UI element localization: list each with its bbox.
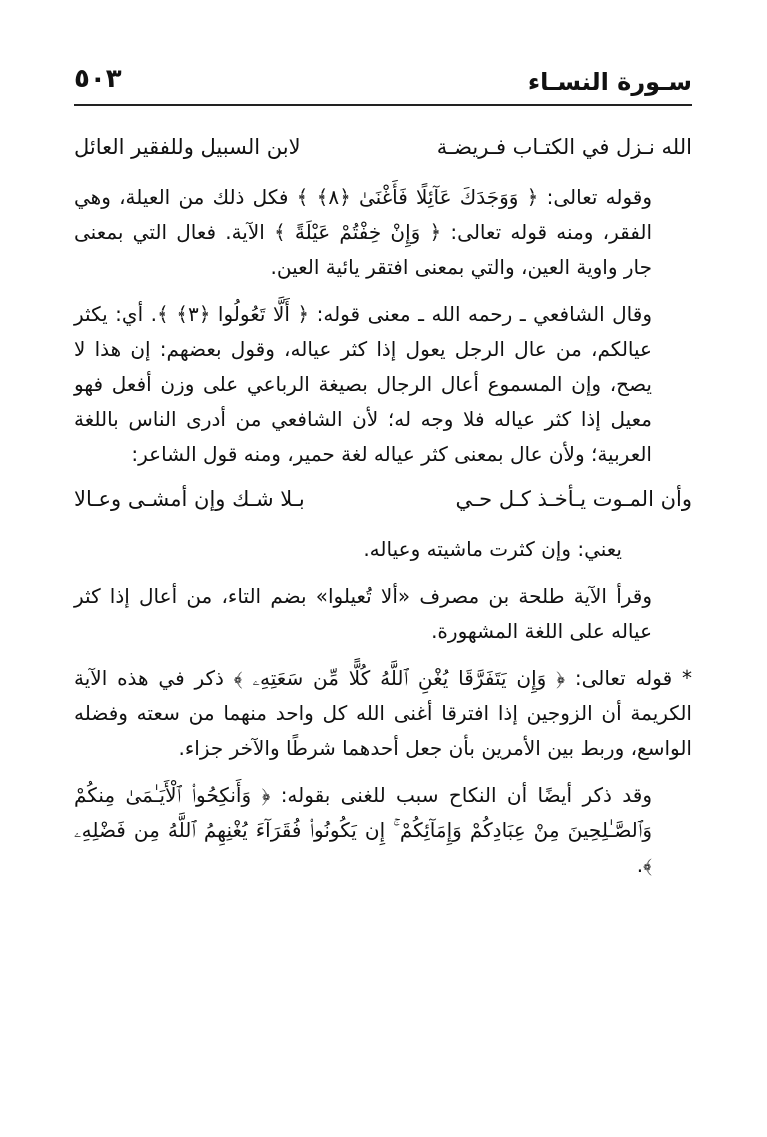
page-header: [74, 56, 692, 100]
verse-1-first-hemistich: الله نـزل في الكتـاب فـريضـة: [436, 135, 692, 159]
surah-title: سـورة النسـاء: [527, 68, 692, 96]
spacer: [74, 649, 692, 661]
verse-2-second-hemistich: بـلا شـك وإن أمشـى وعـالا: [74, 487, 305, 511]
verse-2-first-hemistich: وأن المـوت يـأخـذ كـل حـي: [455, 487, 692, 511]
poem-verse-2: [74, 480, 692, 518]
spacer: [74, 766, 692, 778]
poem-verse-1: [74, 128, 692, 166]
main-text: [74, 120, 692, 883]
paragraph-1: وقوله تعالى: ﴿ وَوَجَدَكَ عَآئِلًا فَأَغْنَىٰ ﴿٨﴾ ﴾ فكل ذلك من العيلة، وهي الفقر، ومنه قوله تعالى: ﴿ وَإِنْ خِفْتُمْ عَيْلَةً ﴾ الآية. فعال التي بمعنى جار واوية العين، والتي بمعنى افتقر يائية العين.: [74, 185, 652, 279]
spacer: [74, 285, 692, 297]
paragraph-4: * قوله تعالى: ﴿ وَإِن يَتَفَرَّقَا يُغْنِ ٱللَّهُ كُلًّا مِّن سَعَتِهِۦ ﴾ ذكر في هذه الآية الكريمة أن الزوجين إذا افترقا أغنى الله كل واحد منهما من سعته وفضله الواسع، وربط بين الأمرين بأن جعل أحدهما شرطًا والآخر جزاء.: [74, 666, 692, 760]
paragraph-3: وقرأ الآية طلحة بن مصرف «ألا تُعيلوا» بضم التاء، من أعال إذا كثر عياله على اللغة المشهورة.: [74, 584, 652, 643]
page-number: ٥٠٣: [74, 64, 122, 94]
spacer: [74, 567, 692, 579]
verse-1-second-hemistich: لابن السبيل وللفقير العائل: [74, 135, 301, 159]
paragraph-5: وقد ذكر أيضًا أن النكاح سبب للغنى بقوله: ﴿ وَأَنكِحُوا۟ ٱلْأَيَـٰمَىٰ مِنكُمْ وَٱلصَّـٰلِحِينَ مِنْ عِبَادِكُمْ وَإِمَآئِكُمْ ۚ إِن يَكُونُوا۟ فُقَرَآءَ يُغْنِهِمُ ٱللَّهُ مِن فَضْلِهِۦ ﴾.: [74, 783, 652, 877]
verse-explanation: يعني: وإن كثرت ماشيته وعياله.: [363, 537, 622, 561]
header-rule: [74, 104, 692, 106]
paragraph-2: وقال الشافعي ـ رحمه الله ـ معنى قوله: ﴿ أَلَّا تَعُولُوا ﴿٣﴾ ﴾. أي: يكثر عيالكم، من عال الرجل يعول إذا كثر عياله، وقول بعضهم: إن هذا لا يصح، وإن المسموع أعال الرجال بصيغة الرباعي على وزن أفعل فهو معيل إذا كثر عياله فلا وجه له؛ لأن الشافعي من أدرى الناس باللغة العربية؛ ولأن عال بمعنى كثر عياله لغة حمير، ومنه قول الشاعر:: [74, 302, 652, 466]
